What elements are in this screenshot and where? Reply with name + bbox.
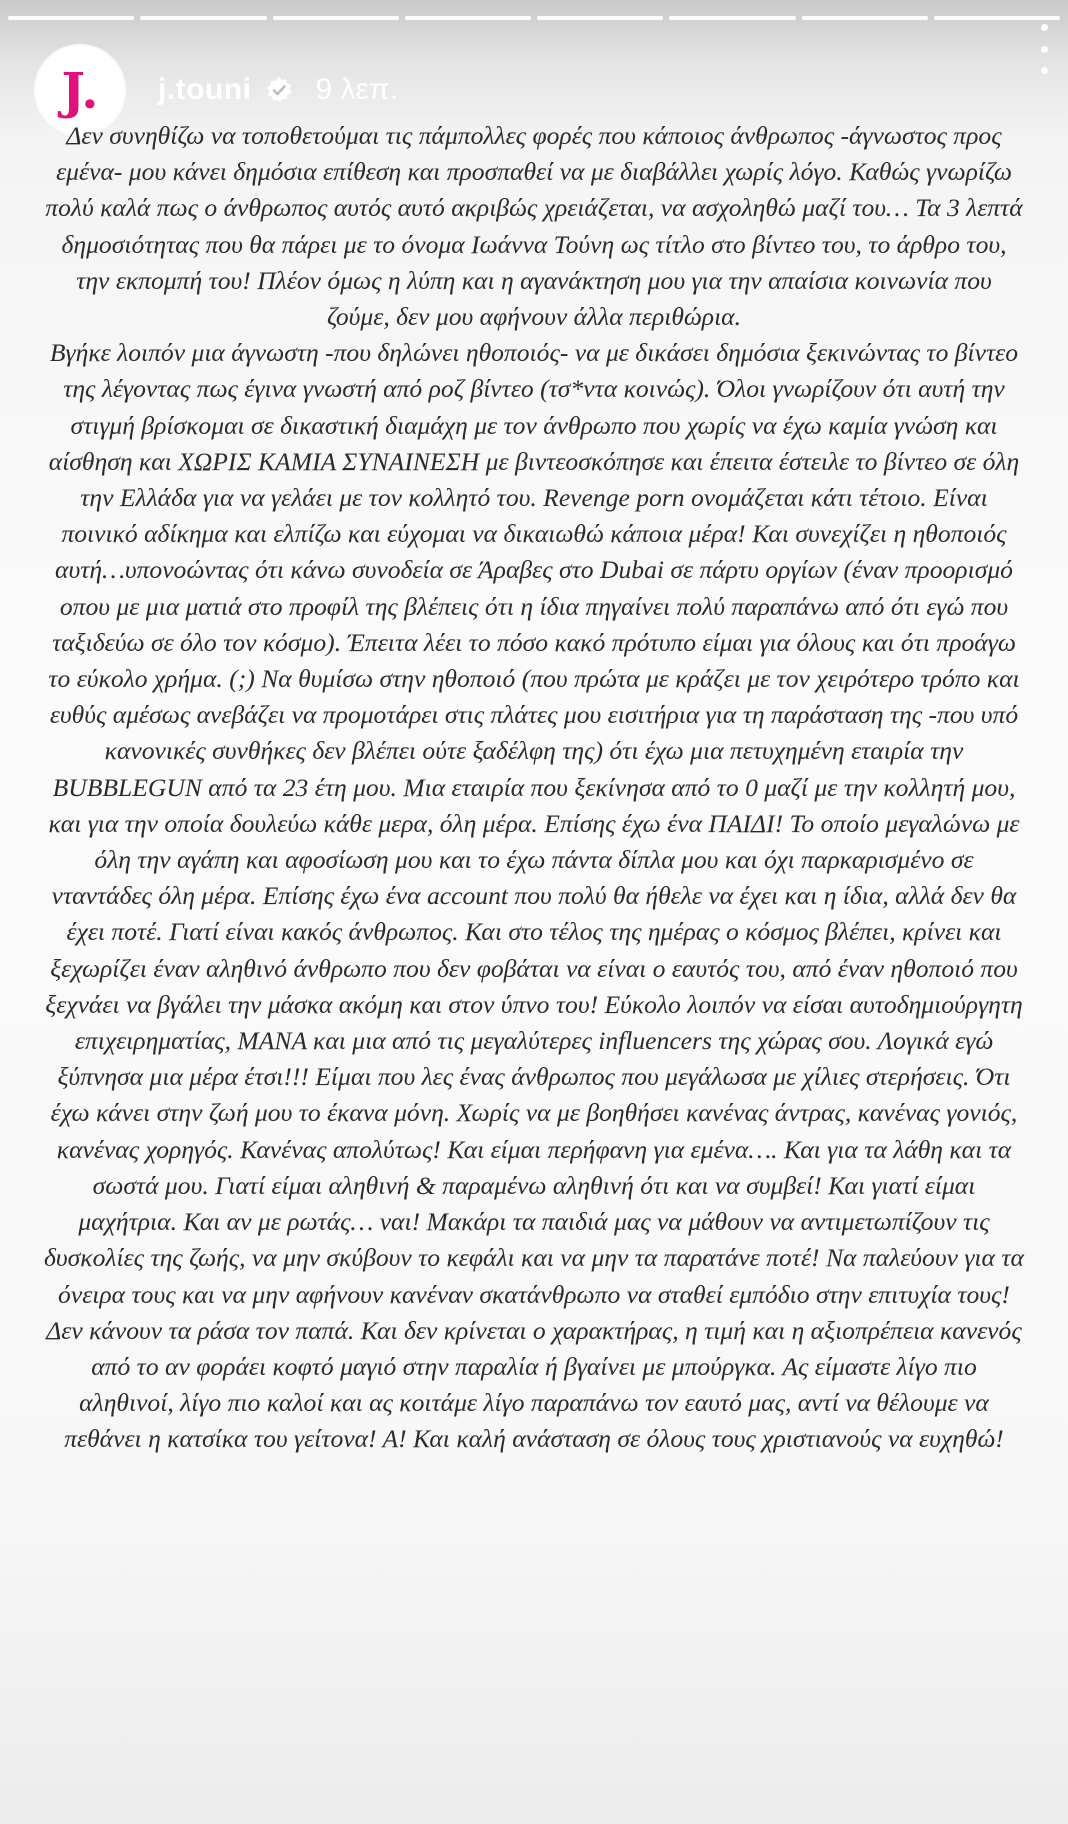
story-caption <box>44 118 1024 1458</box>
progress-segment <box>140 16 266 20</box>
progress-segment <box>669 16 795 20</box>
progress-segment <box>802 16 928 20</box>
verified-badge-icon <box>265 76 293 104</box>
post-time: 9 λεπ. <box>315 73 398 106</box>
progress-segment <box>405 16 531 20</box>
caption-paragraph-1: Δεν συνηθίζω να τοποθετούμαι τις πάμπολλες φορές που κάποιος άνθρωπος -άγνωστος προς εμένα- μου κάνει δημόσια επίθεση και προσπαθεί να με διαβάλλει χωρίς λόγο. Καθώς γνωρίζω πολύ καλά πως ο άνθρωπος αυτός αυτό ακριβώς χρειάζεται, να ασχοληθώ μαζί του… Τα 3 λεπτά δημοσιότητας που θα πάρει με το όνομα Ιωάννα Τούνη ως τίτλο στο βίντεο του, το άρθρο του, την εκπομπή του! Πλέον όμως η λύπη και η αγανάκτηση μου για την απαίσια κοινωνία που ζούμε, δεν μου αφήνουν άλλα περιθώρια. <box>45 121 1023 332</box>
progress-segment <box>273 16 399 20</box>
story-progress-bar <box>8 16 1060 20</box>
progress-segment <box>934 16 1060 20</box>
progress-segment <box>537 16 663 20</box>
caption-paragraph-2: Βγήκε λοιπόν μια άγνωστη -που δηλώνει ηθοποιός- να με δικάσει δημόσια ξεκινώντας το βίντεο της λέγοντας πως έγινα γνωστή από ροζ βίντεο (τσ*ντα κοινώς). Όλοι γνωρίζουν ότι αυτή την στιγμή βρίσκομαι σε δικαστική διαμάχη με τον άνθρωπο που χωρίς να έχω καμία γνώση και αίσθηση και ΧΩΡΙΣ ΚΑΜΙΑ ΣΥΝΑΙΝΕΣΗ με βιντεοσκόπησε και έπειτα έστειλε το βίντεο σε όλη την Ελλάδα για να γελάει με τον κολλητό του. Revenge porn ονομάζεται κάτι τέτοιο. Είναι ποινικό αδίκημα και ελπίζω και εύχομαι να δικαιωθώ κάποια μέρα! Και συνεχίζει η ηθοποιός αυτή…υπονοώντας ότι κάνω συνοδεία σε Άραβες στο Dubai σε πάρτυ οργίων (έναν προορισμό οπου με μια ματιά στο προφίλ της βλέπεις ότι η ίδια πηγαίνει πολύ παραπάνω από ότι εγώ που ταξιδεύω σε όλο τον κόσμο). Έπειτα λέει το πόσο κακό πρότυπο είμαι για όλους και ότι προάγω το εύκολο χρήμα. (;) Να θυμίσω στην ηθοποιό (που πρώτα με κράζει με τον χειρότερο τρόπο και ευθύς αμέσως ανεβάζει να προμοτάρει στις πλάτες μου εισιτήρια για τη παράσταση της -που υπό κανονικές συνθήκες δεν βλέπει ούτε ξαδέλφη της) ότι έχω μια πετυχημένη εταιρία την BUBBLEGUN από τα 23 έτη μου. Μια εταιρία που ξεκίνησα από το 0 μαζί με την κολλητή μου, και για την οποία δουλεύω κάθε μερα, όλη μέρα. Επίσης έχω ένα ΠΑΙΔΙ! Το οποίο μεγαλώνω με όλη την αγάπη και αφοσίωση μου και το έχω πάντα δίπλα μου και όχι παρκαρισμένο σε νταντάδες όλη μέρα. Επίσης έχω ένα account που πολύ θα ήθελε να έχει και η ίδια, αλλά δεν θα έχει ποτέ. Γιατί είναι κακός άνθρωπος. Και στο τέλος της ημέρας ο κόσμος βλέπει, κρίνει και ξεχωρίζει έναν αληθινό άνθρωπο που δεν φοβάται να είναι ο εαυτός του, από έναν ηθοποιό που ξεχνάει να βγάλει την μάσκα ακόμη και στον ύπνο του! Εύκολο λοιπόν να είσαι αυτοδημιούργητη επιχειρηματίας, ΜΑΝΑ και μια από τις μεγαλύτερες influencers της χώρας σου. Λογικά εγώ ξύπνησα μια μέρα έτσι!!! Είμαι που λες ένας άνθρωπος που μεγάλωσα με χίλιες στερήσεις. Ότι έχω κάνει στην ζωή μου το έκανα μόνη. Χωρίς να με βοηθήσει κανένας άντρας, κανένας γονιός, κανένας χορηγός. Κανένας απολύτως! Και είμαι περήφανη για εμένα…. Και για τα λάθη και τα σωστά μου. Γιατί είμαι αληθινή & παραμένω αληθινή ότι και να συμβεί! Και γιατί είμαι μαχήτρια. Και αν με ρωτάς… ναι! Μακάρι τα παιδιά μας να μάθουν να αντιμετωπίζουν τις δυσκολίες της ζωής, να μην σκύβουν το κεφάλι και να μην τα παρατάνε ποτέ! Να παλεύουν για τα όνειρα τους και να μην αφήνουν κανέναν σκατάνθρωπο να σταθεί εμπόδιο στην επιτυχία τους! Δεν κάνουν τα ράσα τον παπά. Και δεν κρίνεται ο χαρακτήρας, η τιμή και η αξιοπρέπεια κανενός από το αν φοράει κοφτό μαγιό στην παραλία ή βγαίνει με μπούργκα. Ας είμαστε λίγο πιο αληθινοί, λίγο πιο καλοί και ας κοιτάμε λίγο παραπάνω τον εαυτό μας, αντί να θέλουμε να πεθάνει η κατσίκα του γείτονα! Α! Και καλή ανάσταση σε όλους τους χριστιανούς να ευχηθώ! <box>44 338 1024 1454</box>
avatar-letter: J. <box>61 60 99 120</box>
progress-segment <box>8 16 134 20</box>
username[interactable]: j.touni <box>158 73 252 106</box>
more-options-icon[interactable] <box>1034 24 1054 74</box>
